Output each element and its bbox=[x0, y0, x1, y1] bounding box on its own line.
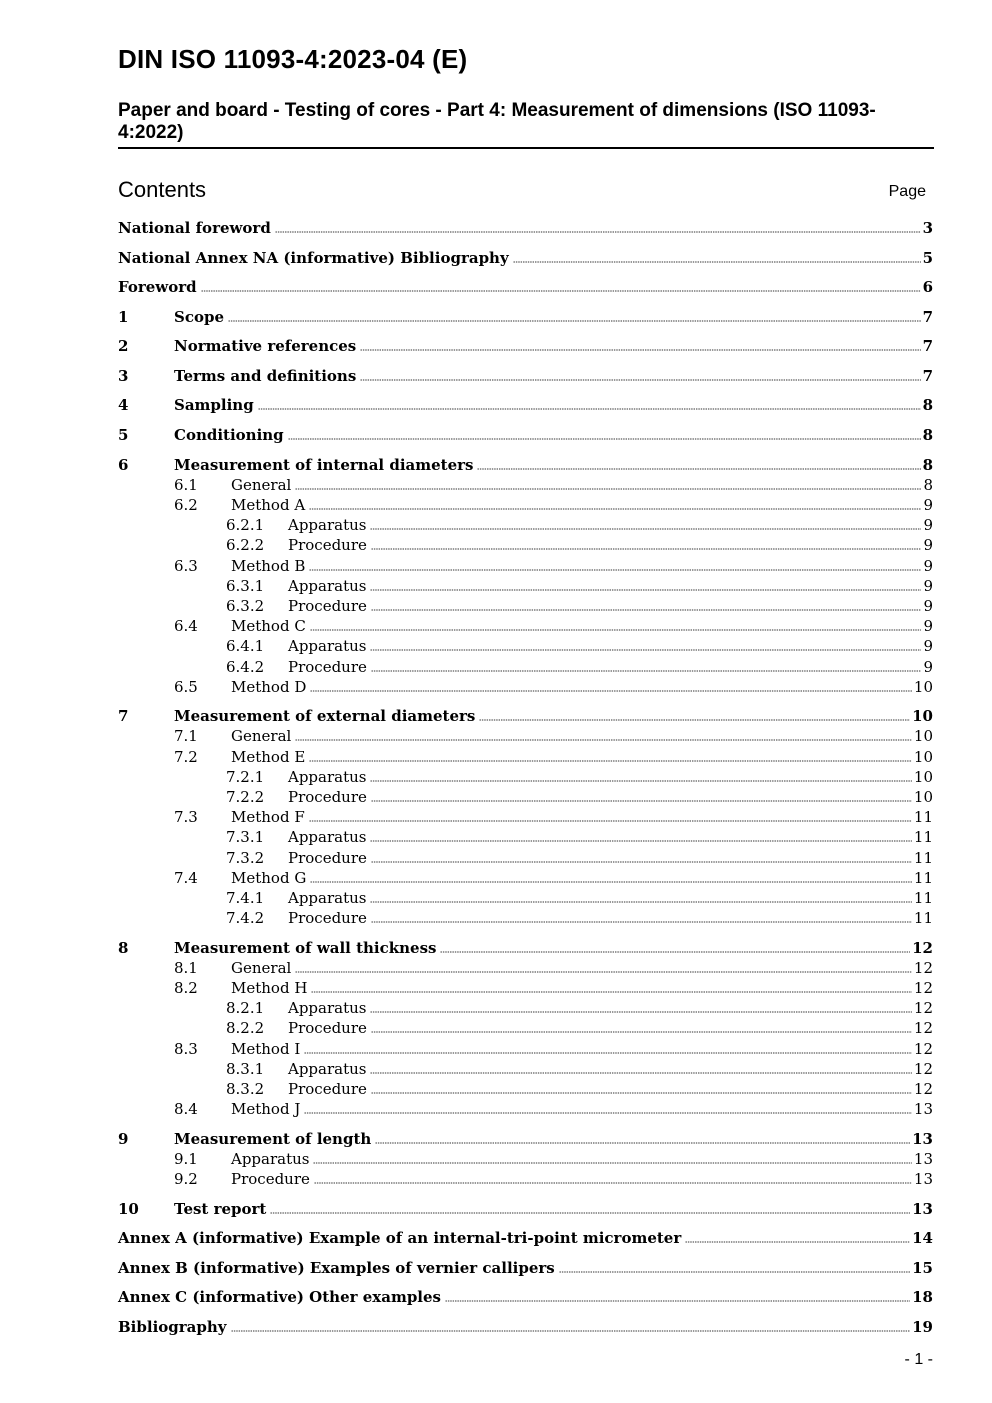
toc-entry-title[interactable]: Measurement of length bbox=[174, 1129, 372, 1148]
toc-dot-leader bbox=[360, 366, 920, 386]
toc-dot-leader bbox=[288, 425, 921, 445]
toc-dot-leader bbox=[275, 218, 921, 238]
toc-entry-page[interactable]: 10 bbox=[913, 747, 933, 766]
toc-entry-title[interactable]: Apparatus bbox=[288, 576, 367, 595]
toc-entry[interactable] bbox=[118, 1059, 933, 1079]
toc-dot-leader bbox=[370, 827, 911, 847]
toc-entry[interactable] bbox=[118, 1169, 933, 1189]
toc-entry-title[interactable]: Method B bbox=[231, 556, 306, 575]
toc-entry[interactable] bbox=[118, 248, 933, 268]
toc-entry[interactable] bbox=[118, 1149, 933, 1169]
toc-entry-title[interactable]: Annex B (informative) Examples of vernier callipers bbox=[118, 1258, 555, 1277]
toc-entry-title[interactable]: Bibliography bbox=[118, 1318, 227, 1337]
toc-entry-page[interactable]: 15 bbox=[912, 1258, 933, 1277]
toc-entry-number: 10 bbox=[118, 1199, 139, 1218]
toc-dot-leader bbox=[371, 787, 912, 807]
toc-entry[interactable] bbox=[118, 576, 933, 596]
toc-dot-leader bbox=[370, 767, 911, 787]
toc-entry-number: 7.3.1 bbox=[226, 828, 265, 847]
toc-entry[interactable] bbox=[118, 978, 933, 998]
toc-entry[interactable] bbox=[118, 767, 933, 787]
toc-entry[interactable] bbox=[118, 677, 933, 697]
toc-entry-number: 7 bbox=[118, 707, 129, 726]
toc-entry-number: 3 bbox=[118, 366, 129, 385]
toc-dot-leader bbox=[375, 1129, 910, 1149]
toc-entry-title[interactable]: Normative references bbox=[174, 337, 357, 356]
toc-dot-leader bbox=[370, 1059, 911, 1079]
toc-entry[interactable] bbox=[118, 395, 933, 415]
toc-entry-title[interactable]: Method D bbox=[231, 677, 307, 696]
toc-dot-leader bbox=[314, 1169, 912, 1189]
toc-dot-leader bbox=[304, 1099, 912, 1119]
toc-entry-title[interactable]: Measurement of internal diameters bbox=[174, 455, 474, 474]
toc-entry-page[interactable]: 12 bbox=[913, 1080, 933, 1099]
toc-entry[interactable] bbox=[118, 535, 933, 555]
toc-entry-title[interactable]: Method H bbox=[231, 979, 308, 998]
toc-dot-leader bbox=[295, 958, 912, 978]
toc-entry-number: 7.3.2 bbox=[226, 848, 265, 867]
toc-entry-page[interactable]: 12 bbox=[913, 979, 933, 998]
toc-entry-page[interactable]: 12 bbox=[913, 958, 933, 977]
toc-entry-page[interactable]: 10 bbox=[913, 727, 933, 746]
toc-entry-page[interactable]: 13 bbox=[912, 1199, 933, 1218]
toc-entry-number: 7.2.2 bbox=[226, 788, 265, 807]
toc-entry-page[interactable]: 9 bbox=[923, 657, 933, 676]
toc-entry-page[interactable]: 13 bbox=[913, 1149, 933, 1168]
toc-entry-page[interactable]: 8 bbox=[922, 396, 933, 415]
toc-entry-page[interactable]: 7 bbox=[922, 307, 933, 326]
toc-entry[interactable] bbox=[118, 908, 933, 928]
toc-entry-page[interactable]: 12 bbox=[912, 938, 933, 957]
toc-entry[interactable] bbox=[118, 336, 933, 356]
toc-dot-leader bbox=[371, 657, 922, 677]
toc-entry-number: 8.1 bbox=[174, 958, 198, 977]
toc-entry-page[interactable]: 3 bbox=[922, 219, 933, 237]
toc-entry-title[interactable]: Foreword bbox=[118, 278, 197, 297]
toc-entry-title[interactable]: Procedure bbox=[288, 596, 367, 615]
toc-entry-number: 6.3.2 bbox=[226, 596, 265, 615]
toc-entry-number: 9 bbox=[118, 1129, 129, 1148]
toc-dot-leader bbox=[304, 1039, 912, 1059]
toc-entry[interactable] bbox=[118, 807, 933, 827]
toc-entry[interactable] bbox=[118, 1079, 933, 1099]
toc-entry[interactable] bbox=[118, 1199, 933, 1219]
toc-dot-leader bbox=[310, 677, 912, 697]
toc-entry[interactable] bbox=[118, 657, 933, 677]
toc-entry-number: 8.2 bbox=[174, 979, 198, 998]
toc-dot-leader bbox=[370, 998, 911, 1018]
toc-entry-title[interactable]: Test report bbox=[174, 1199, 267, 1218]
toc-entry[interactable] bbox=[118, 425, 933, 445]
toc-entry-number: 8.2.1 bbox=[226, 999, 265, 1018]
toc-entry-title[interactable]: Procedure bbox=[231, 1170, 310, 1189]
toc-entry-page[interactable]: 8 bbox=[922, 455, 933, 474]
toc-entry-title[interactable]: Procedure bbox=[288, 1080, 367, 1099]
toc-dot-leader bbox=[201, 277, 921, 297]
toc-entry-number: 8 bbox=[118, 938, 129, 957]
toc-entry-title[interactable]: Apparatus bbox=[288, 767, 367, 786]
toc-entry-title[interactable]: General bbox=[231, 475, 292, 494]
toc-entry-number: 6.3 bbox=[174, 556, 198, 575]
toc-entry-page[interactable]: 12 bbox=[913, 999, 933, 1018]
toc-entry[interactable] bbox=[118, 1228, 933, 1248]
toc-entry-page[interactable]: 13 bbox=[913, 1100, 933, 1119]
toc-dot-leader bbox=[309, 807, 912, 827]
toc-entry-page[interactable]: 14 bbox=[912, 1229, 933, 1248]
toc-entry-title[interactable]: Method G bbox=[231, 868, 307, 887]
toc-entry-page[interactable]: 9 bbox=[923, 496, 933, 514]
toc-entry-page[interactable]: 12 bbox=[913, 1019, 933, 1038]
toc-entry-number: 1 bbox=[118, 307, 129, 326]
toc-entry[interactable] bbox=[118, 1039, 933, 1059]
toc-entry-title[interactable]: Conditioning bbox=[174, 426, 284, 445]
toc-entry-number: 6 bbox=[118, 455, 129, 474]
toc-dot-leader bbox=[309, 495, 921, 515]
toc-entry-page[interactable]: 9 bbox=[923, 596, 933, 615]
toc-dot-leader bbox=[309, 747, 912, 767]
toc-entry-title[interactable]: Annex A (informative) Example of an internal-tri-point micrometer bbox=[118, 1229, 682, 1248]
toc-entry[interactable] bbox=[118, 747, 933, 767]
toc-entry[interactable] bbox=[118, 596, 933, 616]
toc-dot-leader bbox=[371, 535, 922, 555]
toc-dot-leader bbox=[311, 978, 912, 998]
toc-entry-page[interactable]: 11 bbox=[913, 888, 933, 907]
toc-entry-number: 5 bbox=[118, 426, 129, 445]
toc-entry-title[interactable]: Sampling bbox=[174, 396, 254, 415]
toc-entry-number: 6.5 bbox=[174, 677, 198, 696]
toc-entry-page[interactable]: 7 bbox=[922, 337, 933, 356]
toc-dot-leader bbox=[228, 307, 921, 327]
toc-entry[interactable] bbox=[118, 827, 933, 847]
toc-entry-number: 6.3.1 bbox=[226, 576, 265, 595]
toc-dot-leader bbox=[371, 848, 912, 868]
toc-entry[interactable] bbox=[118, 998, 933, 1018]
toc-dot-leader bbox=[370, 888, 911, 908]
toc-entry-title[interactable]: Method F bbox=[231, 808, 305, 827]
toc-dot-leader bbox=[685, 1228, 910, 1248]
toc-dot-leader bbox=[310, 616, 922, 636]
toc-entry[interactable] bbox=[118, 556, 933, 576]
toc-entry-page[interactable]: 6 bbox=[922, 278, 933, 297]
toc-entry-number: 2 bbox=[118, 337, 129, 356]
toc-dot-leader bbox=[445, 1287, 910, 1307]
toc-entry-title[interactable]: Method A bbox=[231, 496, 306, 514]
toc-dot-leader bbox=[313, 1149, 911, 1169]
toc-entry[interactable] bbox=[118, 1317, 933, 1337]
toc-entry-title[interactable]: Method C bbox=[231, 617, 306, 636]
table-of-contents bbox=[118, 214, 933, 1337]
toc-entry[interactable] bbox=[118, 1018, 933, 1038]
toc-entry-page[interactable]: 12 bbox=[913, 1039, 933, 1058]
toc-entry-page[interactable]: 11 bbox=[913, 808, 933, 827]
toc-entry-number: 6.1 bbox=[174, 475, 198, 494]
toc-entry[interactable] bbox=[118, 515, 933, 535]
toc-entry-page[interactable]: 11 bbox=[913, 848, 933, 867]
toc-entry-number: 8.3.1 bbox=[226, 1059, 265, 1078]
toc-entry-page[interactable]: 9 bbox=[923, 516, 933, 535]
toc-entry-number: 6.2.2 bbox=[226, 536, 265, 555]
toc-entry-number: 7.2.1 bbox=[226, 767, 265, 786]
toc-entry-number: 8.2.2 bbox=[226, 1019, 265, 1038]
toc-entry[interactable] bbox=[118, 1129, 933, 1149]
toc-entry[interactable] bbox=[118, 938, 933, 958]
toc-entry-number: 8.3 bbox=[174, 1039, 198, 1058]
toc-entry-number: 7.2 bbox=[174, 747, 198, 766]
toc-entry-title[interactable]: Method E bbox=[231, 747, 306, 766]
toc-entry-page[interactable]: 9 bbox=[923, 617, 933, 636]
toc-entry-title[interactable]: Method I bbox=[231, 1039, 301, 1058]
toc-entry-title[interactable]: Procedure bbox=[288, 909, 367, 928]
toc-entry-number: 6.4.2 bbox=[226, 657, 265, 676]
toc-entry-title[interactable]: Method J bbox=[231, 1100, 301, 1119]
toc-dot-leader bbox=[309, 556, 921, 576]
toc-entry-title[interactable]: National foreword bbox=[118, 219, 271, 237]
toc-entry-page[interactable]: 11 bbox=[913, 909, 933, 928]
contents-heading: Contents bbox=[118, 177, 207, 202]
toc-dot-leader bbox=[258, 395, 921, 415]
toc-entry-page[interactable]: 10 bbox=[912, 707, 933, 726]
toc-entry-page[interactable]: 9 bbox=[923, 536, 933, 555]
document-id: DIN ISO 11093-4:2023-04 (E) bbox=[118, 44, 468, 74]
toc-entry-number: 4 bbox=[118, 396, 129, 415]
toc-dot-leader bbox=[513, 248, 921, 268]
toc-entry[interactable] bbox=[118, 218, 933, 238]
document-title: Paper and board - Testing of cores - Part 4: Measurement of dimensions (ISO 11093-4:2022) bbox=[118, 100, 876, 143]
toc-entry[interactable] bbox=[118, 787, 933, 807]
toc-entry-page[interactable]: 13 bbox=[912, 1129, 933, 1148]
toc-dot-leader bbox=[559, 1258, 910, 1278]
toc-entry[interactable] bbox=[118, 307, 933, 327]
toc-entry-page[interactable]: 9 bbox=[923, 556, 933, 575]
toc-dot-leader bbox=[370, 636, 921, 656]
toc-entry-title[interactable]: Measurement of external diameters bbox=[174, 707, 476, 726]
toc-entry-title[interactable]: Procedure bbox=[288, 657, 367, 676]
toc-entry[interactable] bbox=[118, 958, 933, 978]
toc-dot-leader bbox=[371, 1018, 912, 1038]
toc-entry-page[interactable]: 10 bbox=[913, 677, 933, 696]
toc-entry-page[interactable]: 18 bbox=[912, 1288, 933, 1307]
toc-dot-leader bbox=[310, 868, 912, 888]
toc-entry-page[interactable]: 11 bbox=[913, 868, 933, 887]
toc-entry-number: 9.1 bbox=[174, 1149, 198, 1168]
toc-entry-title[interactable]: Apparatus bbox=[288, 1059, 367, 1078]
toc-entry[interactable] bbox=[118, 1099, 933, 1119]
toc-dot-leader bbox=[371, 1079, 912, 1099]
toc-entry-page[interactable]: 13 bbox=[913, 1170, 933, 1189]
toc-entry-title[interactable]: Scope bbox=[174, 307, 225, 326]
toc-entry-title[interactable]: Procedure bbox=[288, 788, 367, 807]
toc-entry[interactable] bbox=[118, 1258, 933, 1278]
toc-entry-page[interactable]: 8 bbox=[923, 475, 933, 494]
toc-entry-title[interactable]: National Annex NA (informative) Bibliography bbox=[118, 248, 509, 267]
toc-entry-page[interactable]: 8 bbox=[922, 426, 933, 445]
toc-dot-leader bbox=[479, 706, 910, 726]
toc-dot-leader bbox=[370, 515, 921, 535]
toc-entry-number: 7.1 bbox=[174, 727, 198, 746]
toc-entry-title[interactable]: Annex C (informative) Other examples bbox=[118, 1288, 441, 1307]
toc-entry-title[interactable]: Terms and definitions bbox=[174, 366, 357, 385]
toc-entry-title[interactable]: Apparatus bbox=[288, 637, 367, 656]
toc-dot-leader bbox=[295, 726, 912, 746]
toc-entry-title[interactable]: Apparatus bbox=[288, 888, 367, 907]
toc-entry[interactable] bbox=[118, 616, 933, 636]
toc-entry-number: 8.3.2 bbox=[226, 1080, 265, 1099]
toc-entry[interactable] bbox=[118, 706, 933, 726]
toc-entry[interactable] bbox=[118, 888, 933, 908]
toc-entry-title[interactable]: General bbox=[231, 958, 292, 977]
toc-entry-number: 8.4 bbox=[174, 1100, 198, 1119]
toc-entry[interactable] bbox=[118, 726, 933, 746]
toc-entry-title[interactable]: Procedure bbox=[288, 536, 367, 555]
page-number: - 1 - bbox=[904, 1351, 933, 1368]
toc-entry-title[interactable]: Procedure bbox=[288, 848, 367, 867]
toc-entry-number: 7.4.1 bbox=[226, 888, 265, 907]
page-column-label: Page bbox=[888, 183, 926, 200]
toc-entry-number: 7.3 bbox=[174, 808, 198, 827]
toc-dot-leader bbox=[477, 455, 920, 475]
toc-dot-leader bbox=[370, 576, 921, 596]
toc-entry-number: 6.4.1 bbox=[226, 637, 265, 656]
toc-entry-page[interactable]: 10 bbox=[913, 767, 933, 786]
toc-entry-title[interactable]: Apparatus bbox=[288, 999, 367, 1018]
toc-entry-number: 6.2.1 bbox=[226, 516, 265, 535]
toc-entry-number: 6.2 bbox=[174, 496, 198, 514]
toc-dot-leader bbox=[360, 336, 920, 356]
toc-entry-page[interactable]: 9 bbox=[923, 637, 933, 656]
toc-entry[interactable] bbox=[118, 1287, 933, 1307]
toc-entry[interactable] bbox=[118, 495, 933, 515]
toc-dot-leader bbox=[440, 938, 910, 958]
toc-entry[interactable] bbox=[118, 868, 933, 888]
toc-entry-page[interactable]: 10 bbox=[913, 788, 933, 807]
toc-entry[interactable] bbox=[118, 455, 933, 475]
toc-dot-leader bbox=[371, 908, 912, 928]
toc-entry-number: 6.4 bbox=[174, 617, 198, 636]
toc-entry-page[interactable]: 11 bbox=[913, 828, 933, 847]
toc-dot-leader bbox=[371, 596, 922, 616]
toc-entry-page[interactable]: 5 bbox=[922, 248, 933, 267]
toc-dot-leader bbox=[270, 1199, 910, 1219]
toc-entry-number: 7.4 bbox=[174, 868, 198, 887]
toc-entry-page[interactable]: 9 bbox=[923, 576, 933, 595]
toc-entry-title[interactable]: General bbox=[231, 727, 292, 746]
toc-entry-page[interactable]: 19 bbox=[912, 1318, 933, 1337]
toc-dot-leader bbox=[231, 1317, 911, 1337]
toc-entry-title[interactable]: Apparatus bbox=[288, 516, 367, 535]
toc-entry[interactable] bbox=[118, 848, 933, 868]
toc-entry-page[interactable]: 12 bbox=[913, 1059, 933, 1078]
toc-entry-title[interactable]: Measurement of wall thickness bbox=[174, 938, 437, 957]
toc-dot-leader bbox=[295, 475, 921, 495]
toc-entry-title[interactable]: Procedure bbox=[288, 1019, 367, 1038]
toc-entry-page[interactable]: 7 bbox=[922, 366, 933, 385]
toc-entry[interactable] bbox=[118, 277, 933, 297]
toc-entry[interactable] bbox=[118, 475, 933, 495]
toc-entry-title[interactable]: Apparatus bbox=[288, 828, 367, 847]
toc-entry[interactable] bbox=[118, 636, 933, 656]
toc-entry[interactable] bbox=[118, 366, 933, 386]
toc-entry-number: 7.4.2 bbox=[226, 909, 265, 928]
toc-entry-title[interactable]: Apparatus bbox=[231, 1149, 310, 1168]
toc-entry-number: 9.2 bbox=[174, 1170, 198, 1189]
title-divider bbox=[118, 147, 934, 149]
